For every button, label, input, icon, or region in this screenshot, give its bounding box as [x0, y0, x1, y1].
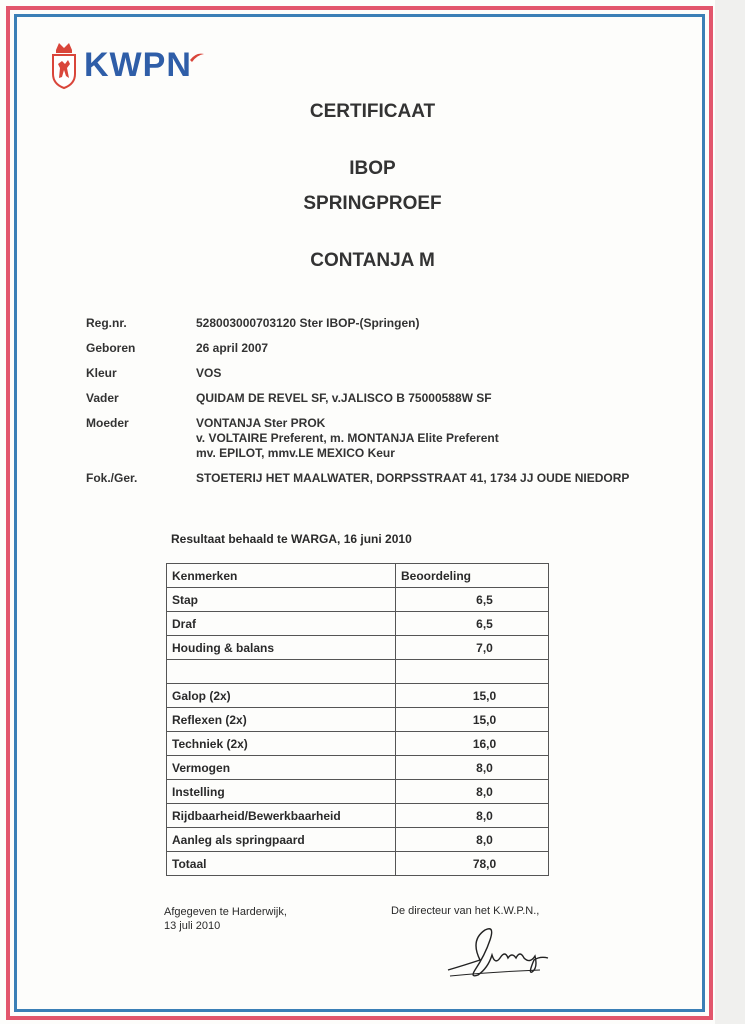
table-cell: 8,0 — [396, 804, 549, 828]
logo-wordmark: KWPN — [84, 45, 192, 84]
table-cell: Instelling — [167, 780, 396, 804]
table-cell: Houding & balans — [167, 636, 396, 660]
column-header: Beoordeling — [396, 564, 549, 588]
info-label: Moeder — [86, 416, 129, 430]
table-row — [167, 756, 549, 780]
table-cell — [396, 660, 549, 684]
kwpn-logo — [50, 40, 204, 90]
table-header-row — [167, 564, 549, 588]
info-value: QUIDAM DE REVEL SF, v.JALISCO B 75000588W SF — [196, 391, 492, 405]
table-cell: 8,0 — [396, 756, 549, 780]
horse-name: CONTANJA M — [310, 250, 435, 271]
info-value: 26 april 2007 — [196, 341, 269, 355]
table-cell: Galop (2x) — [167, 684, 396, 708]
signature-icon — [440, 920, 560, 985]
table-row — [167, 708, 549, 732]
table-cell: 15,0 — [396, 708, 549, 732]
info-label: Fok./Ger. — [86, 471, 138, 485]
table-row — [167, 684, 549, 708]
certificate-title: CERTIFICAAT — [309, 101, 436, 122]
table-cell: 7,0 — [396, 636, 549, 660]
table-cell — [167, 660, 396, 684]
table-cell: Stap — [167, 588, 396, 612]
logo-swoosh — [190, 52, 204, 64]
table-cell: Rijdbaarheid/Bewerkbaarheid — [167, 804, 396, 828]
scores-table — [166, 563, 549, 876]
info-label: Geboren — [86, 341, 136, 355]
table-cell: 16,0 — [396, 732, 549, 756]
info-label: Vader — [86, 391, 119, 405]
table-row — [167, 660, 549, 684]
table-cell: 8,0 — [396, 780, 549, 804]
info-value: STOETERIJ HET MAALWATER, DORPSSTRAAT 41, 1734 JJ OUDE NIEDORP — [196, 471, 630, 485]
info-value: v. VOLTAIRE Preferent, m. MONTANJA Elite Preferent — [196, 431, 499, 445]
info-value: VOS — [196, 366, 222, 380]
column-header: Kenmerken — [167, 564, 396, 588]
result-line: Resultaat behaald te WARGA, 16 juni 2010 — [171, 532, 412, 546]
issued-date: 13 juli 2010 — [164, 920, 221, 932]
certificate-type: IBOP — [349, 158, 396, 179]
table-cell: 8,0 — [396, 828, 549, 852]
table-cell: 6,5 — [396, 588, 549, 612]
table-row — [167, 732, 549, 756]
info-label: Kleur — [86, 366, 117, 380]
issued-info — [164, 905, 287, 933]
info-value: 528003000703120 Ster IBOP-(Springen) — [196, 316, 420, 330]
table-row — [167, 804, 549, 828]
issued-place: Afgegeven te Harderwijk, — [164, 906, 287, 918]
table-cell: Vermogen — [167, 756, 396, 780]
table-cell: Draf — [167, 612, 396, 636]
table-row — [167, 828, 549, 852]
page-edge — [715, 0, 745, 1024]
table-row — [167, 780, 549, 804]
crown-shield-lion-icon — [50, 40, 78, 90]
table-cell: Totaal — [167, 852, 396, 876]
table-cell: 6,5 — [396, 612, 549, 636]
table-cell: 15,0 — [396, 684, 549, 708]
table-cell: 78,0 — [396, 852, 549, 876]
info-label: Reg.nr. — [86, 316, 127, 330]
info-value: VONTANJA Ster PROK — [196, 416, 326, 430]
table-row — [167, 852, 549, 876]
table-cell: Aanleg als springpaard — [167, 828, 396, 852]
director-line: De directeur van het K.W.P.N., — [391, 905, 540, 917]
table-row — [167, 612, 549, 636]
table-row — [167, 636, 549, 660]
table-cell: Reflexen (2x) — [167, 708, 396, 732]
table-row — [167, 588, 549, 612]
table-cell: Techniek (2x) — [167, 732, 396, 756]
info-value: mv. EPILOT, mmv.LE MEXICO Keur — [196, 446, 395, 460]
certificate-subtype: SPRINGPROEF — [303, 193, 442, 214]
